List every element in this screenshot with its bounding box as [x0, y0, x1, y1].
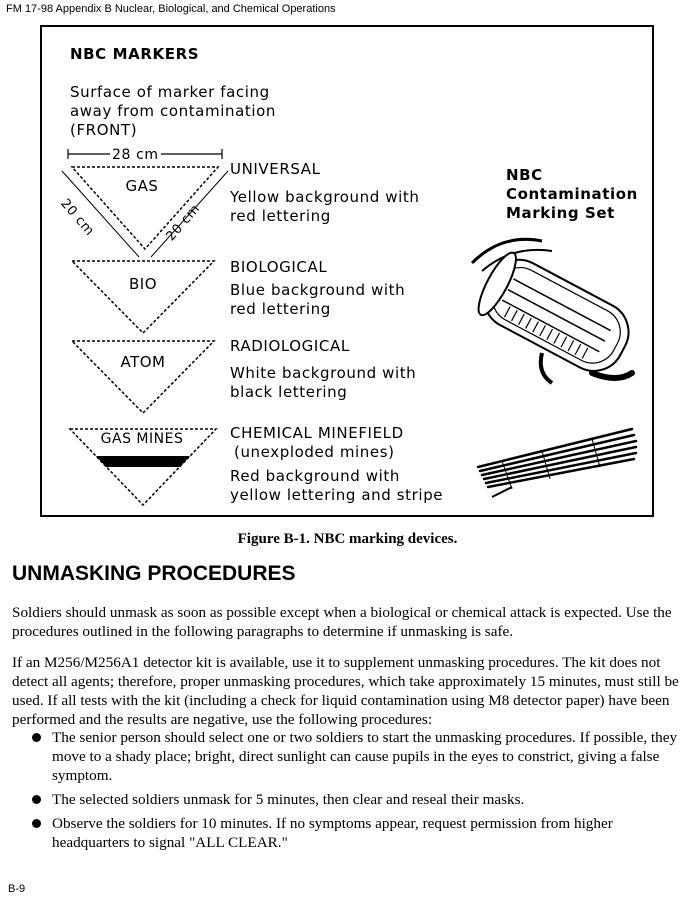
marker-stakes-illustration [472, 411, 642, 501]
chemical-minefield-desc-1: Red background with [230, 467, 400, 485]
bio-marker-triangle [68, 257, 218, 337]
kit-label-line-3: Marking Set [506, 204, 615, 222]
bullet-icon [32, 819, 41, 828]
universal-desc-2: red lettering [230, 207, 331, 225]
kit-label-line-1: NBC [506, 166, 543, 184]
front-note-line-3: (FRONT) [70, 121, 138, 139]
gas-marker-triangle [60, 149, 230, 259]
universal-heading: UNIVERSAL [230, 160, 321, 178]
biological-desc-2: red lettering [230, 300, 331, 318]
radiological-desc-1: White background with [230, 364, 417, 382]
bio-marker-label: BIO [128, 275, 158, 293]
biological-heading: BIOLOGICAL [230, 258, 328, 276]
chemical-minefield-heading: CHEMICAL MINEFIELD [230, 424, 404, 442]
bullet-icon [32, 733, 41, 742]
list-item-text: The selected soldiers unmask for 5 minutes, then clear and reseal their masks. [52, 791, 525, 808]
list-item [12, 790, 684, 809]
procedure-list [12, 728, 684, 857]
figure-panel-title: NBC MARKERS [70, 45, 200, 63]
figure-caption: Figure B-1. NBC marking devices. [237, 531, 458, 547]
nbc-markers-figure [40, 25, 654, 517]
atom-marker-triangle [68, 337, 218, 417]
biological-desc-1: Blue background with [230, 281, 406, 299]
front-note-line-1: Surface of marker facing [70, 83, 270, 101]
left-side-dimension: 20 cm [57, 196, 98, 239]
list-item-text: The senior person should select one or two soldiers to start the unmasking procedures. If possible, they move to a shady place; bright, direct sunlight can cause pupils in the eyes to constrict, giving a false symptom. [52, 729, 678, 784]
front-note [70, 83, 276, 140]
running-header: FM 17-98 Appendix B Nuclear, Biological, and Chemical Operations [6, 3, 336, 15]
radiological-heading: RADIOLOGICAL [230, 337, 350, 355]
marking-kit-case-illustration [442, 223, 650, 393]
kit-label [506, 166, 638, 223]
gas-marker-label: GAS [125, 177, 159, 195]
gas-mines-marker-label: GAS MINES [100, 431, 184, 447]
atom-marker-label: ATOM [120, 353, 166, 371]
list-item [12, 728, 684, 785]
list-item [12, 814, 684, 852]
front-note-line-2: away from contamination [70, 102, 276, 120]
chemical-minefield-desc-2: yellow lettering and stripe [230, 486, 444, 504]
radiological-desc-2: black lettering [230, 383, 348, 401]
kit-label-line-2: Contamination [506, 185, 638, 203]
page-number: B-9 [8, 883, 26, 895]
width-dimension: 28 cm [112, 147, 159, 163]
intro-paragraph: Soldiers should unmask as soon as possible except when a biological or chemical attack is expected. Use the procedures outlined in the following paragraphs to determine if unmasking is safe. [12, 604, 672, 640]
universal-desc-1: Yellow background with [230, 188, 420, 206]
right-side-dimension: 20 cm [163, 201, 204, 245]
detector-kit-paragraph: If an M256/M256A1 detector kit is available, use it to supplement unmasking procedures. The kit does not detect all agents; therefore, proper unmasking procedures, which take approximately 15 minutes, must still be used. If all tests with the kit (including a check for liquid contamination using M8 detector paper) have been performed and the results are negative, use the following procedures: [12, 654, 679, 728]
bullet-icon [32, 795, 41, 804]
list-item-text: Observe the soldiers for 10 minutes. If no symptoms appear, request permission from higher headquarters to signal "ALL CLEAR." [52, 815, 613, 851]
section-heading: UNMASKING PROCEDURES [12, 562, 296, 585]
chemical-minefield-subtype: (unexploded mines) [234, 443, 395, 461]
